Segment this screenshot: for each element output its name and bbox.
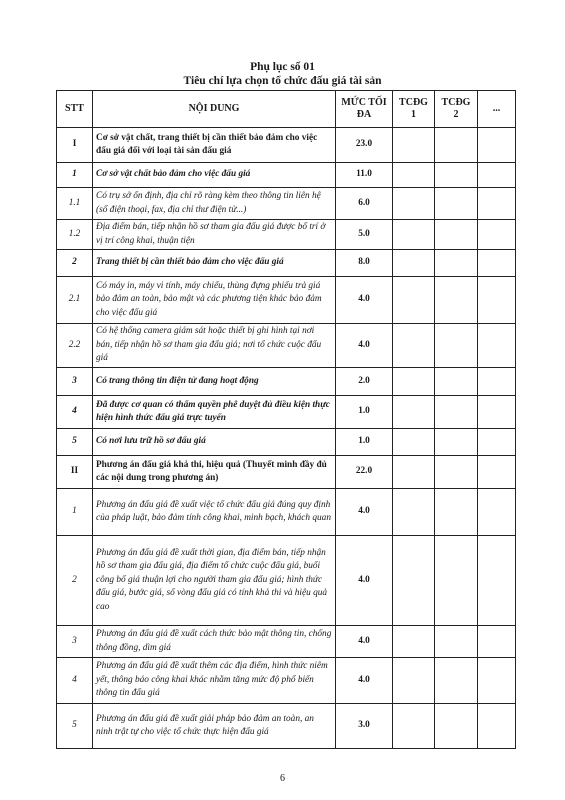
row-score-tcdg1 (393, 250, 435, 277)
row-content: Có hệ thống camera giám sát hoặc thiết bị ghi hình tại nơi bán, tiếp nhận hồ sơ tham gia đấu giá; nơi tổ chức cuộc đấu giá (93, 324, 336, 368)
row-score-more (478, 456, 516, 489)
table-row (57, 536, 516, 626)
row-max-score: 2.0 (336, 368, 393, 396)
row-score-more (478, 368, 516, 396)
row-score-more (478, 188, 516, 220)
row-score-tcdg1 (393, 489, 435, 536)
row-max-score: 1.0 (336, 429, 393, 456)
table-row (57, 250, 516, 277)
row-content: Địa điểm bán, tiếp nhận hồ sơ tham gia đấu giá được bố trí ở vị trí công khai, thuận tiện (93, 220, 336, 250)
row-max-score: 4.0 (336, 658, 393, 704)
table-row (57, 429, 516, 456)
row-content: Trang thiết bị cần thiết bảo đảm cho việc đấu giá (93, 250, 336, 277)
row-score-tcdg1 (393, 396, 435, 429)
row-stt: 4 (57, 396, 93, 429)
row-stt: 5 (57, 429, 93, 456)
row-stt: II (57, 456, 93, 489)
table-row (57, 324, 516, 368)
row-score-tcdg1 (393, 188, 435, 220)
criteria-table (56, 90, 516, 749)
row-score-tcdg2 (435, 456, 478, 489)
row-stt: 2 (57, 536, 93, 626)
row-stt: 2 (57, 250, 93, 277)
table-row (57, 163, 516, 188)
row-stt: 1.1 (57, 188, 93, 220)
col-header-stt: STT (57, 91, 93, 128)
row-score-tcdg2 (435, 396, 478, 429)
table-row (57, 456, 516, 489)
row-score-tcdg2 (435, 188, 478, 220)
row-content: Cơ sở vật chất bảo đảm cho việc đấu giá (93, 163, 336, 188)
row-stt: 4 (57, 658, 93, 704)
table-row (57, 489, 516, 536)
row-stt: 3 (57, 626, 93, 658)
row-score-more (478, 220, 516, 250)
table-body (57, 128, 516, 749)
row-max-score: 11.0 (336, 163, 393, 188)
row-max-score: 3.0 (336, 704, 393, 749)
row-max-score: 23.0 (336, 128, 393, 163)
row-score-tcdg1 (393, 163, 435, 188)
table-row (57, 128, 516, 163)
row-score-tcdg2 (435, 368, 478, 396)
row-score-tcdg1 (393, 658, 435, 704)
row-stt: 2.2 (57, 324, 93, 368)
row-stt: 3 (57, 368, 93, 396)
row-score-tcdg1 (393, 456, 435, 489)
row-score-tcdg2 (435, 220, 478, 250)
col-header-more: ... (478, 91, 516, 128)
row-content: Cơ sở vật chất, trang thiết bị cần thiết bảo đảm cho việc đấu giá đối với loại tài sản đấu giá (93, 128, 336, 163)
row-content: Có máy in, máy vi tính, máy chiếu, thùng đựng phiếu trả giá bảo đảm an toàn, bảo mật và các phương tiện khác bảo đảm cho việc đấu giá (93, 277, 336, 324)
row-score-more (478, 277, 516, 324)
page-number: 6 (280, 773, 285, 784)
row-stt: 5 (57, 704, 93, 749)
row-content: Có trang thông tin điện tử đang hoạt động (93, 368, 336, 396)
row-stt: 1 (57, 489, 93, 536)
row-score-tcdg2 (435, 324, 478, 368)
row-score-tcdg2 (435, 277, 478, 324)
table-row (57, 220, 516, 250)
row-max-score: 4.0 (336, 536, 393, 626)
row-max-score: 4.0 (336, 626, 393, 658)
row-stt: I (57, 128, 93, 163)
row-score-tcdg1 (393, 704, 435, 749)
row-score-tcdg2 (435, 658, 478, 704)
row-content: Đã được cơ quan có thẩm quyền phê duyệt đủ điều kiện thực hiện hình thức đấu giá trực tuyến (93, 396, 336, 429)
row-score-tcdg1 (393, 429, 435, 456)
row-content: Phương án đấu giá đề xuất thời gian, địa điểm bán, tiếp nhận hồ sơ tham gia đấu giá, địa điểm tổ chức cuộc đấu giá, buổi công bố giá thuận lợi cho người tham gia đấu giá; hình thức đấu giá, bước giá, số vòng đấu giá có tính khả thi và hiệu quả cao (93, 536, 336, 626)
table-row (57, 188, 516, 220)
col-header-content: NỘI DUNG (93, 91, 336, 128)
row-score-more (478, 128, 516, 163)
row-score-more (478, 626, 516, 658)
row-content: Có trụ sở ổn định, địa chỉ rõ ràng kèm theo thông tin liên hệ (số điện thoại, fax, địa chỉ thư điện tử...) (93, 188, 336, 220)
row-score-tcdg1 (393, 220, 435, 250)
row-max-score: 4.0 (336, 489, 393, 536)
row-max-score: 1.0 (336, 396, 393, 429)
row-score-tcdg2 (435, 250, 478, 277)
row-score-tcdg2 (435, 429, 478, 456)
row-score-tcdg1 (393, 368, 435, 396)
table-row (57, 704, 516, 749)
row-score-tcdg2 (435, 163, 478, 188)
row-score-more (478, 429, 516, 456)
row-score-more (478, 489, 516, 536)
table-row (57, 368, 516, 396)
row-content: Phương án đấu giá đề xuất thêm các địa điểm, hình thức niêm yết, thông báo công khai khác nhằm tăng mức độ phổ biến thông tin đấu giá (93, 658, 336, 704)
row-score-tcdg2 (435, 626, 478, 658)
row-score-more (478, 250, 516, 277)
table-row (57, 626, 516, 658)
table-header-row (57, 91, 516, 128)
table-row (57, 396, 516, 429)
row-score-tcdg1 (393, 277, 435, 324)
row-max-score: 8.0 (336, 250, 393, 277)
row-score-tcdg1 (393, 626, 435, 658)
document-title: Tiêu chí lựa chọn tổ chức đấu giá tài sản (183, 75, 382, 87)
col-header-tcdg2: TCĐG 2 (435, 91, 478, 128)
row-content: Có nơi lưu trữ hồ sơ đấu giá (93, 429, 336, 456)
row-score-tcdg1 (393, 536, 435, 626)
row-score-more (478, 704, 516, 749)
row-stt: 1 (57, 163, 93, 188)
row-score-more (478, 396, 516, 429)
row-score-tcdg1 (393, 128, 435, 163)
row-score-tcdg2 (435, 704, 478, 749)
row-score-more (478, 658, 516, 704)
row-score-tcdg2 (435, 536, 478, 626)
row-score-tcdg2 (435, 489, 478, 536)
row-max-score: 22.0 (336, 456, 393, 489)
row-score-tcdg1 (393, 324, 435, 368)
col-header-max: MỨC TỐI ĐA (336, 91, 393, 128)
row-max-score: 6.0 (336, 188, 393, 220)
row-content: Phương án đấu giá khả thi, hiệu quả (Thuyết minh đầy đủ các nội dung trong phương án) (93, 456, 336, 489)
row-content: Phương án đấu giá đề xuất việc tổ chức đấu giá đúng quy định của pháp luật, bảo đảm tính công khai, minh bạch, khách quan (93, 489, 336, 536)
col-header-tcdg1: TCĐG 1 (393, 91, 435, 128)
row-max-score: 4.0 (336, 277, 393, 324)
row-max-score: 4.0 (336, 324, 393, 368)
row-score-tcdg2 (435, 128, 478, 163)
table-row (57, 277, 516, 324)
row-score-more (478, 163, 516, 188)
row-stt: 2.1 (57, 277, 93, 324)
row-score-more (478, 324, 516, 368)
row-stt: 1.2 (57, 220, 93, 250)
row-max-score: 5.0 (336, 220, 393, 250)
row-content: Phương án đấu giá đề xuất cách thức bảo mật thông tin, chống thông đồng, dìm giá (93, 626, 336, 658)
row-content: Phương án đấu giá đề xuất giải pháp bảo đảm an toàn, an ninh trật tự cho việc tổ chức thực hiện đấu giá (93, 704, 336, 749)
row-score-more (478, 536, 516, 626)
appendix-label: Phụ lục số 01 (250, 61, 315, 73)
table-row (57, 658, 516, 704)
